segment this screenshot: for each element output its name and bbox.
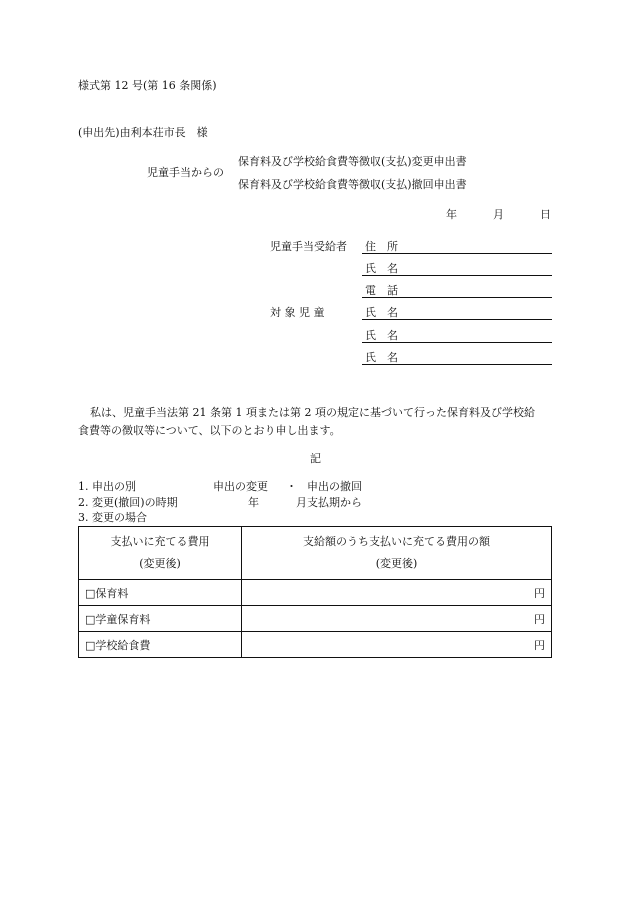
recipient-label: 児童手当受給者 (270, 240, 347, 253)
form-number: 様式第 12 号(第 16 条関係) (78, 79, 217, 92)
date-month: 月 (493, 208, 504, 221)
child-name-line[interactable] (362, 319, 552, 320)
table-row (79, 606, 552, 632)
date-day: 日 (540, 208, 551, 221)
header-fee-type-line2: (変更後) (139, 557, 181, 570)
fee-checkbox-label[interactable]: □学童保育料 (79, 606, 242, 632)
child-name-label: 氏 名 (365, 306, 398, 319)
title-withdraw: 保育料及び学校給食費等徴収(支払)撤回申出書 (238, 178, 467, 191)
body-text-line2: 食費等の徴収等について、以下のとおり申し出ます。 (78, 424, 341, 437)
fee-amount-cell[interactable]: 円 (242, 606, 552, 632)
item2-label: 2. 変更(撤回)の時期 (78, 496, 178, 509)
item1-separator: ・ (286, 480, 297, 493)
ki-heading: 記 (310, 452, 321, 465)
children-label: 対 象 児 童 (270, 306, 325, 319)
body-text-line1: 私は、児童手当法第 21 条第 1 項または第 2 項の規定に基づいて行った保育料及び学校給 (90, 406, 535, 419)
table-row (79, 580, 552, 606)
child-name-label: 氏 名 (365, 351, 398, 364)
fee-checkbox-label[interactable]: □学校給食費 (79, 632, 242, 658)
item3-label: 3. 変更の場合 (78, 511, 147, 524)
item1-option-change[interactable]: 申出の変更 (213, 480, 268, 493)
item2-month: 月支払期から (296, 496, 362, 509)
fee-table (78, 526, 552, 658)
header-fee-type-line1: 支払いに充てる費用 (110, 535, 210, 548)
title-prefix: 児童手当からの (147, 166, 224, 179)
title-change: 保育料及び学校給食費等徴収(支払)変更申出書 (238, 155, 467, 168)
child-name-label: 氏 名 (365, 329, 398, 342)
date-year: 年 (446, 208, 457, 221)
header-fee-amount (242, 527, 552, 580)
child-name-line[interactable] (362, 364, 552, 365)
item1-option-withdraw[interactable]: 申出の撤回 (307, 480, 362, 493)
item2-year: 年 (248, 496, 259, 509)
phone-label: 電 話 (365, 284, 398, 297)
recipient-name-line[interactable] (362, 275, 552, 276)
phone-line[interactable] (362, 297, 552, 298)
fee-amount-cell[interactable]: 円 (242, 632, 552, 658)
table-row (79, 632, 552, 658)
header-fee-type (79, 527, 242, 580)
recipient-name-label: 氏 名 (365, 262, 398, 275)
fee-amount-cell[interactable]: 円 (242, 580, 552, 606)
item1-label: 1. 申出の別 (78, 480, 136, 493)
child-name-line[interactable] (362, 342, 552, 343)
address-label: 住 所 (365, 240, 398, 253)
address-line[interactable] (362, 253, 552, 254)
header-fee-amount-line1: 支給額のうち支払いに充てる費用の額 (303, 535, 490, 548)
addressee: (申出先)由利本荘市長 様 (78, 126, 208, 139)
header-fee-amount-line2: (変更後) (375, 557, 418, 570)
fee-checkbox-label[interactable]: □保育料 (79, 580, 242, 606)
